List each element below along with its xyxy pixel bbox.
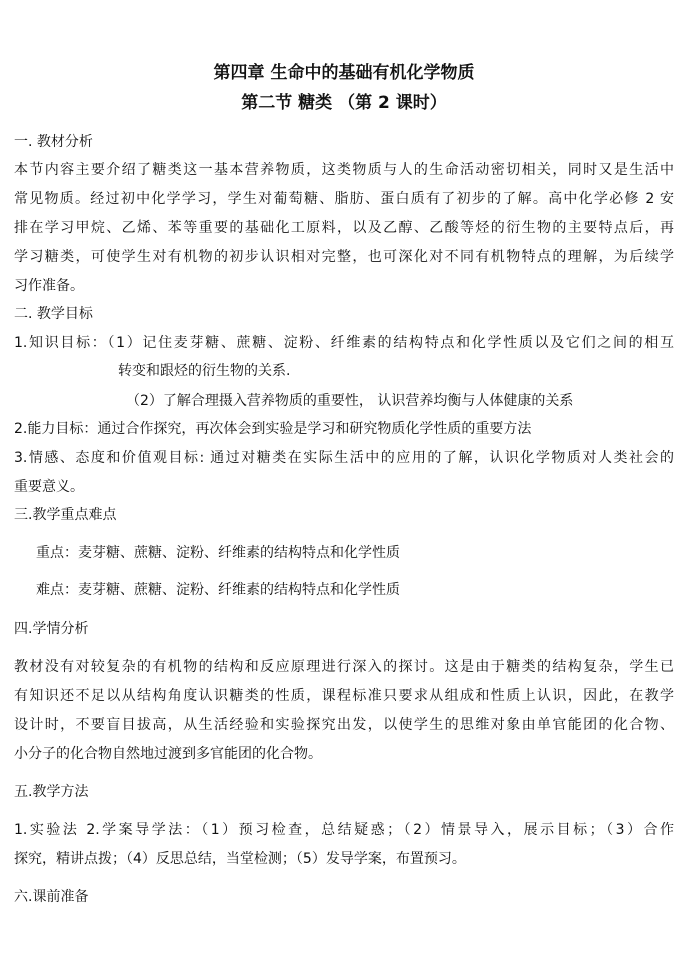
paragraph-line: 教材没有对较复杂的有机物的结构和反应原理进行深入的探讨。这是由于糖类的结构复杂，学生已 <box>14 659 674 675</box>
ability-goal: 2.能力目标：通过合作探究，再次体会到实验是学习和研究物质化学性质的重要方法 <box>14 421 532 437</box>
heading-teaching-methods: 五.教学方法 <box>14 784 89 800</box>
paragraph-line: 设计时，不要盲目拔高，从生活经验和实验探究出发，以使学生的思维对象由单官能团的化合物、 <box>14 717 674 733</box>
emotion-goal-cont: 重要意义。 <box>14 479 84 495</box>
heading-textbook-analysis: 一. 教材分析 <box>14 134 93 150</box>
emotion-goal: 3.情感、态度和价值观目标: 通过对糖类在实际生活中的应用的了解，认识化学物质对人类社会的 <box>14 450 674 466</box>
paragraph-line: 排在学习甲烷、乙烯、苯等重要的基础化工原料，以及乙醇、乙酸等烃的衍生物的主要特点后，再 <box>14 220 674 236</box>
key-point: 重点：麦芽糖、蔗糖、淀粉、纤维素的结构特点和化学性质 <box>36 545 400 561</box>
heading-teaching-goals: 二. 教学目标 <box>14 306 93 322</box>
paragraph-line: 学习糖类，可使学生对有机物的初步认识相对完整，也可深化对不同有机物特点的理解，为后续学 <box>14 249 674 265</box>
knowledge-goal-1: 1.知识目标：（1）记住麦芽糖、蔗糖、淀粉、纤维素的结构特点和化学性质以及它们之间的相互 <box>14 335 674 351</box>
paragraph-line: 本节内容主要介绍了糖类这一基本营养物质，这类物质与人的生命活动密切相关，同时又是生活中 <box>14 162 674 178</box>
heading-key-points: 三.教学重点难点 <box>14 507 117 523</box>
paragraph-line: 有知识还不足以从结构角度认识糖类的性质，课程标准只要求从组成和性质上认识，因此，在教学 <box>14 688 674 704</box>
methods-line: 1.实验法 2.学案导学法：（1）预习检查，总结疑惑；（2）情景导入，展示目标；（3）合作 <box>14 822 674 838</box>
paragraph-line: 习作准备。 <box>14 278 84 294</box>
chapter-title: 第四章 生命中的基础有机化学物质 <box>213 63 475 83</box>
heading-student-analysis: 四.学情分析 <box>14 621 89 637</box>
section-title: 第二节 糖类 （第 2 课时） <box>241 93 447 113</box>
paragraph-line: 常见物质。经过初中化学学习，学生对葡萄糖、脂肪、蛋白质有了初步的了解。高中化学必修 2 安 <box>14 191 674 207</box>
knowledge-goal-2: （2）了解合理摄入营养物质的重要性， 认识营养均衡与人体健康的关系 <box>126 393 574 409</box>
paragraph-line: 小分子的化合物自然地过渡到多官能团的化合物。 <box>14 746 322 762</box>
methods-line: 探究，精讲点拨；（4）反思总结，当堂检测；（5）发导学案，布置预习。 <box>14 851 466 867</box>
heading-preparation: 六.课前准备 <box>14 889 89 905</box>
knowledge-goal-1-cont: 转变和跟烃的衍生物的关系. <box>118 363 291 379</box>
difficult-point: 难点：麦芽糖、蔗糖、淀粉、纤维素的结构特点和化学性质 <box>36 582 400 598</box>
